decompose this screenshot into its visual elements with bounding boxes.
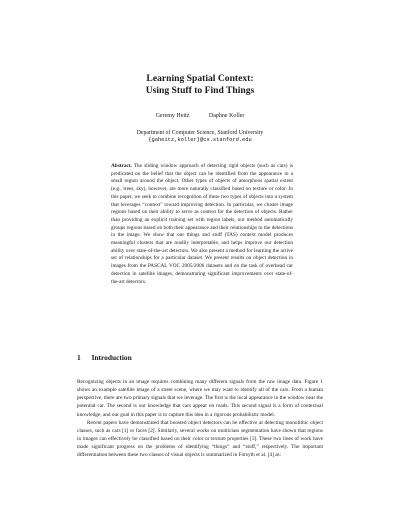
abstract [111, 163, 293, 286]
paragraph: Recognizing objects in an image requires combining many different signals from the raw image data. Figure 1 shows an example satellite image of a street scene, where we may want to identify all of the cars. From a human perspective, there are two primary signals that we leverage. The first is the local appearance in the window near the potential car. The second is our knowledge that cars appear on roads. This second signal is a form of contextual knowledge, and our goal in this paper is to capture this idea in a rigorous probabilistic model. [77, 379, 323, 418]
abstract-text: The sliding window approach of detecting rigid objects (such as cars) is predicated on the belief that the object can be identified from the appearance in a small region around the object. Other types of objects of amorphous spatial extent (e.g., trees, sky), however, are more naturally classified based on texture or color. In this paper, we seek to combine recognition of these two types of objects into a system that leverages “context” toward improving detection. In particular, we cluster image regions based on their ability to serve as context for the detection of objects. Rather than providing an explicit training set with region labels, our method automatically groups regions based on both their appearance and their relationships to the detections in the image. We show that our things and stuff (TAS) context model produces meaningful clusters that are readily interpretable, and helps improve our detection ability over state-of-the-art detectors. We also present a method for learning the active set of relationships for a particular dataset. We present results on object detection in images from the PASCAL VOC 2005/2006 datasets and on the task of overhead car detection in satellite images, demonstrating significant improvements over state-of-the-art detectors. [111, 163, 294, 285]
section-number: 1 [77, 353, 81, 362]
author-name: Geremy Heitz [155, 113, 190, 119]
title-line-1: Learning Spatial Context: [146, 73, 254, 84]
affiliation [0, 130, 400, 145]
author-list [0, 113, 400, 119]
section-heading [77, 353, 132, 362]
abstract-label: Abstract. [111, 163, 132, 169]
paper-title [0, 73, 400, 97]
section-title: Introduction [91, 353, 132, 362]
author-email: {gaheitz,koller}@cs.stanford.edu [148, 137, 252, 144]
department: Department of Computer Science, Stanford University [136, 130, 264, 136]
body-text [77, 378, 323, 460]
author-name: Daphne Koller [208, 113, 245, 119]
title-line-2: Using Stuff to Find Things [145, 85, 255, 96]
paragraph: Recent papers have demonstrated that boosted object detectors can be effective at detecting monolithic object classes, such as cars [1] or faces [2]. Similarly, several works on multiclass segmentation have shown that regions in images can effectively be classified based on their color or texture properties [3]. These two lines of work have made significant progress on the problems of identifying “things” and “stuff,” respectively. The important differentiation between these two classes of visual objects is summarized in Forsyth et al. [4] as: [77, 419, 323, 459]
